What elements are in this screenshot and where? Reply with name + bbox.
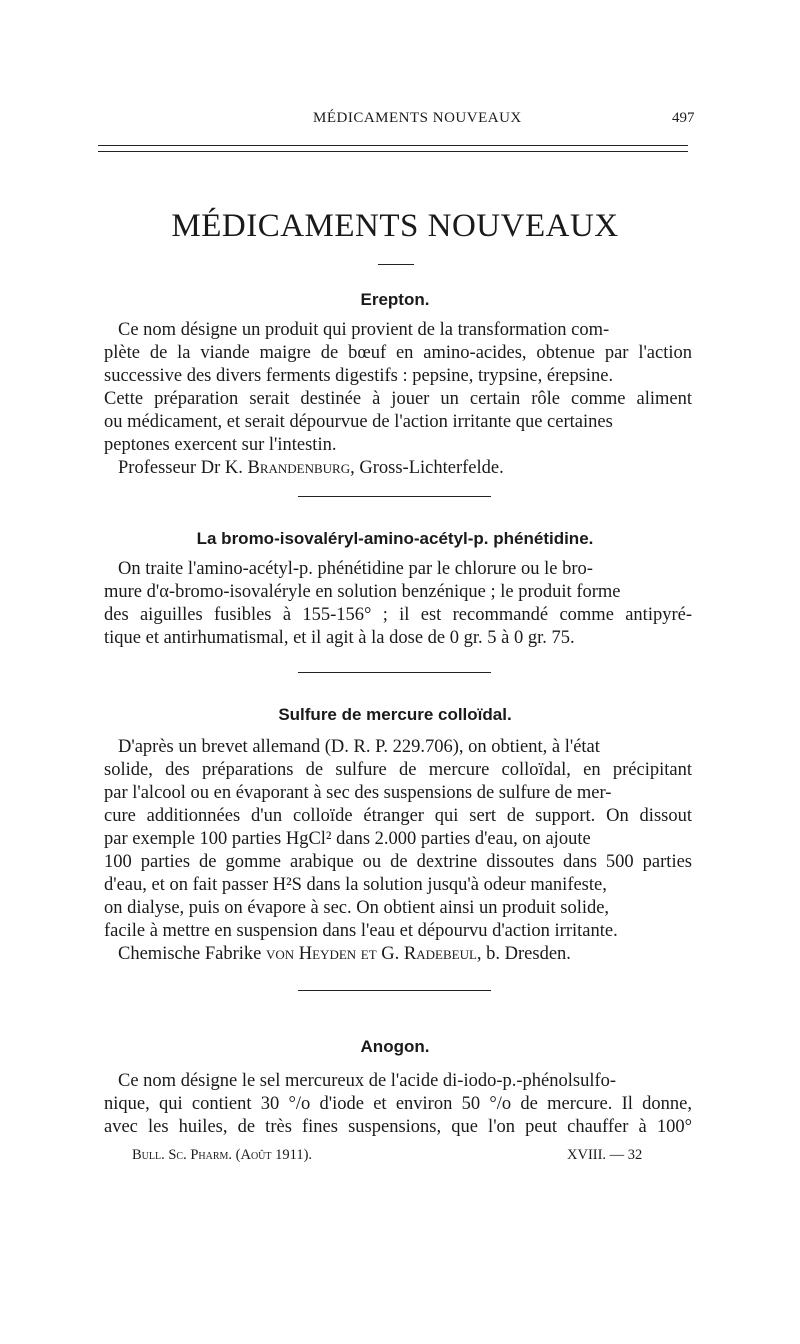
paragraph-line: ou médicament, et serait dépourvue de l'action irritante que certaines <box>104 412 613 432</box>
paragraph-line: 100 parties de gomme arabique ou de dextrine dissoutes dans 500 parties <box>104 852 692 872</box>
paragraph-line: par exemple 100 parties HgCl² dans 2.000 parties d'eau, on ajoute <box>104 829 591 849</box>
paragraph-line: cure additionnées d'un colloïde étranger qui sert de support. On dissout <box>104 806 692 826</box>
journal-footer: Bull. Sc. Pharm. (Août 1911). <box>132 1147 313 1163</box>
credit-prefix: Professeur Dr K. <box>118 458 248 478</box>
paragraph-line: Ce nom désigne le sel mercureux de l'acide di-iodo-p.-phénolsulfo- <box>118 1071 617 1091</box>
paragraph-line: solide, des préparations de sulfure de mercure colloïdal, en précipitant <box>104 760 692 780</box>
paragraph-line: on dialyse, puis on évapore à sec. On obtient ainsi un produit solide, <box>104 898 610 918</box>
section-heading-erepton: Erepton. <box>360 290 430 309</box>
author-credit <box>118 944 571 965</box>
page-title: MÉDICAMENTS NOUVEAUX <box>171 208 619 244</box>
running-head: MÉDICAMENTS NOUVEAUX <box>313 110 522 126</box>
credit-suffix: , b. Dresden. <box>476 944 571 964</box>
paragraph-line: peptones exercent sur l'intestin. <box>104 435 337 455</box>
section-separator <box>298 990 491 991</box>
title-rule <box>378 264 414 265</box>
paragraph-line: facile à mettre en suspension dans l'eau et dépourvu d'action irritante. <box>104 921 618 941</box>
section-heading-phenetidine: La bromo-isovaléryl-amino-acétyl-p. phénétidine. <box>196 529 594 548</box>
paragraph-line: nique, qui contient 30 °/o d'iode et environ 50 °/o de mercure. Il donne, <box>104 1094 692 1114</box>
credit-name: von Heyden et G. Radebeul <box>265 944 477 964</box>
paragraph-line: avec les huiles, de très fines suspensions, que l'on peut chauffer à 100° <box>104 1117 692 1137</box>
section-heading-sulfure: Sulfure de mercure colloïdal. <box>278 705 512 724</box>
section-separator <box>298 496 491 497</box>
paragraph-line: On traite l'amino-acétyl-p. phénétidine par le chlorure ou le bro- <box>118 559 593 579</box>
paragraph-line: mure d'α-bromo-isovaléryle en solution benzénique ; le produit forme <box>104 582 621 602</box>
paragraph-line: successive des divers ferments digestifs : pepsine, trypsine, érepsine. <box>104 366 614 386</box>
paragraph-line: plète de la viande maigre de bœuf en amino-acides, obtenue par l'action <box>104 343 692 363</box>
signature-mark: XVIII. — 32 <box>567 1147 643 1163</box>
paragraph-line: par l'alcool ou en évaporant à sec des suspensions de sulfure de mer- <box>104 783 612 803</box>
credit-name: Brandenburg <box>247 458 351 478</box>
credit-suffix: , Gross-Lichterfelde. <box>350 458 504 478</box>
credit-prefix: Chemische Fabrike <box>118 944 266 964</box>
section-heading-anogon: Anogon. <box>360 1037 430 1056</box>
section-separator <box>298 672 491 673</box>
paragraph-line: Ce nom désigne un produit qui provient de la transformation com- <box>118 320 610 340</box>
paragraph-line: des aiguilles fusibles à 155-156° ; il est recommandé comme antipyré- <box>104 605 692 625</box>
page-number: 497 <box>672 110 695 126</box>
header-double-rule <box>98 145 688 152</box>
paragraph-line: Cette préparation serait destinée à jouer un certain rôle comme aliment <box>104 389 692 409</box>
paragraph-line: D'après un brevet allemand (D. R. P. 229.706), on obtient, à l'état <box>118 737 600 757</box>
paragraph-line: tique et antirhumatismal, et il agit à la dose de 0 gr. 5 à 0 gr. 75. <box>104 628 575 648</box>
author-credit <box>118 458 504 479</box>
paragraph-line: d'eau, et on fait passer H²S dans la solution jusqu'à odeur manifeste, <box>104 875 607 895</box>
